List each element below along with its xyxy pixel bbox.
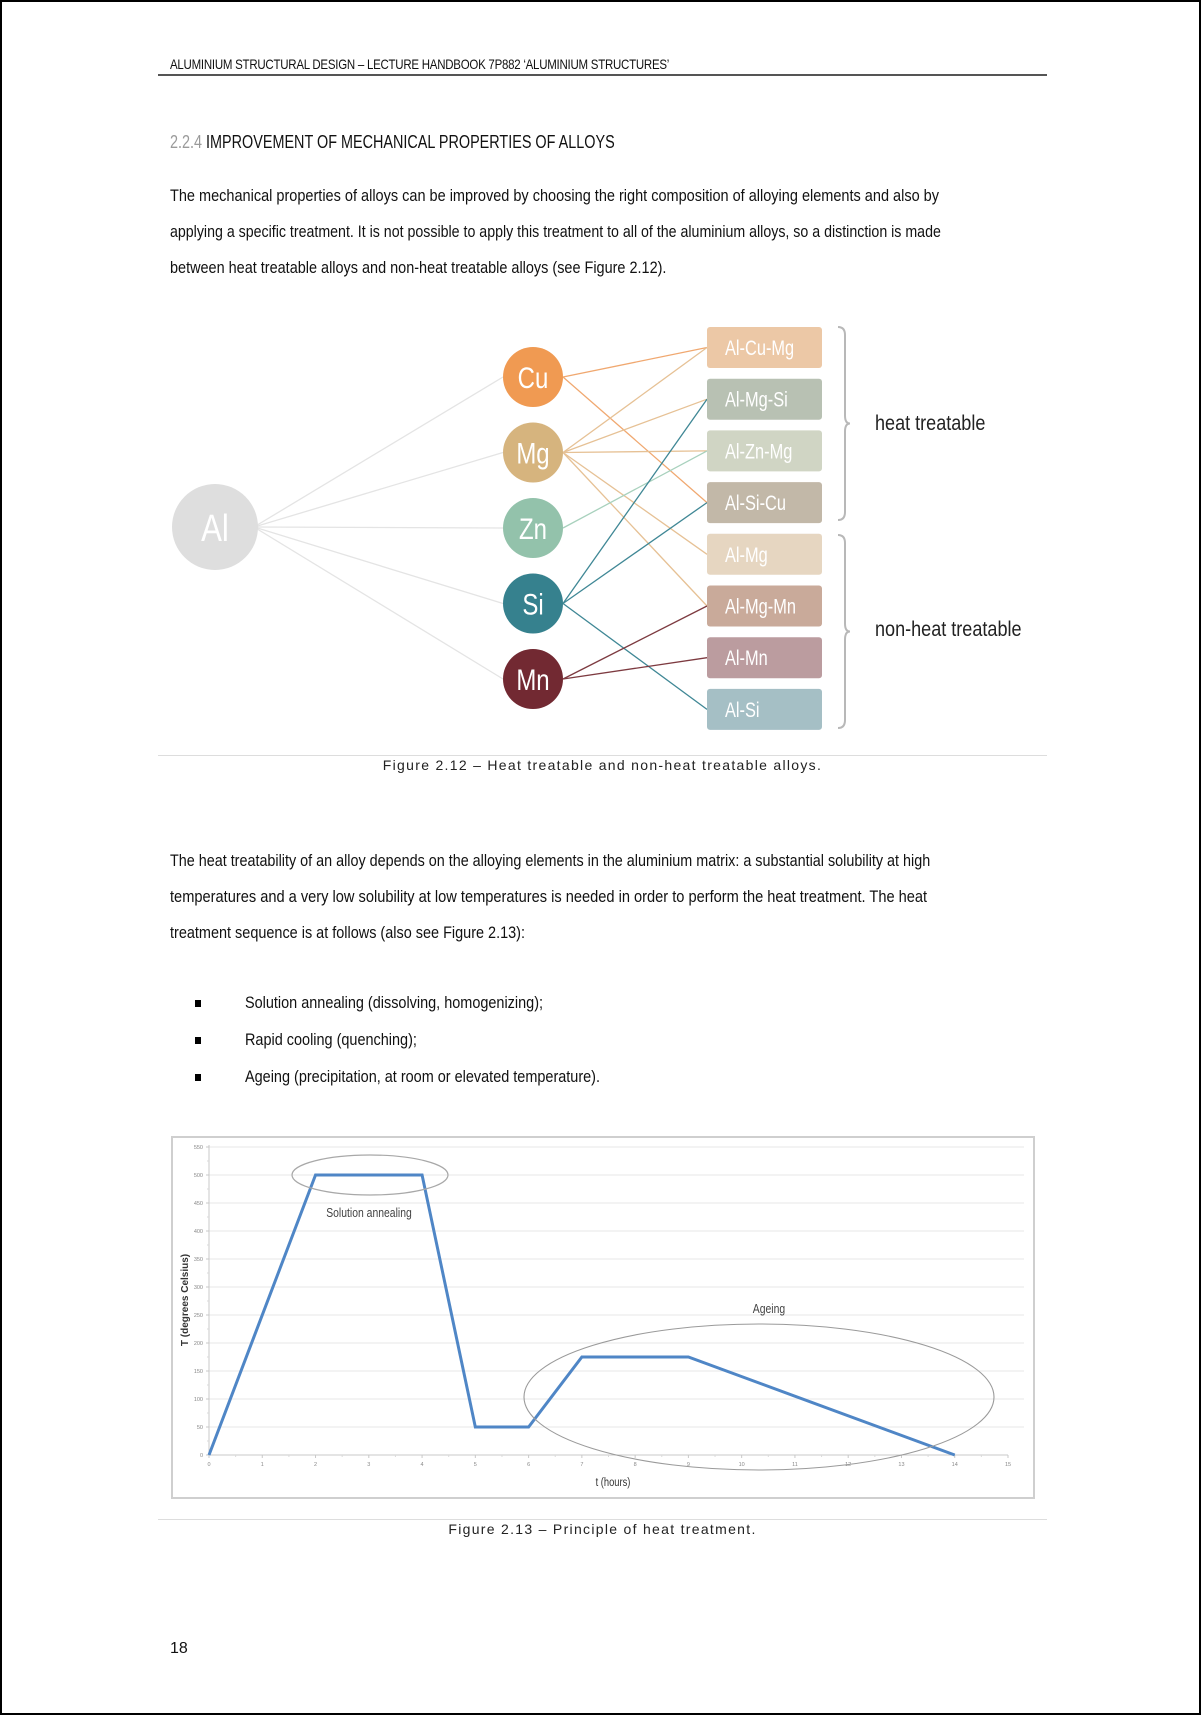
element-label: Mn <box>516 662 550 697</box>
y-tick-label: 450 <box>193 1201 203 1207</box>
x-tick-label: 6 <box>527 1462 531 1468</box>
x-tick-label: 8 <box>633 1462 637 1468</box>
element-label: Si <box>522 586 544 622</box>
figure-caption: Figure 2.12 – Heat treatable and non-heat treatable alloys. <box>382 757 823 773</box>
figure-caption: Figure 2.13 – Principle of heat treatment. <box>448 1521 757 1537</box>
x-tick-label: 10 <box>738 1462 745 1468</box>
y-tick-label: 500 <box>193 1173 203 1179</box>
y-tick-label: 550 <box>193 1145 203 1151</box>
y-tick-label: 50 <box>196 1425 203 1431</box>
alloy-label: Al-Mg <box>725 542 768 567</box>
paragraph-line: between heat treatable alloys and non-heat treatable alloys (see Figure 2.12). <box>170 258 667 277</box>
y-tick-label: 250 <box>193 1313 203 1319</box>
chart-frame <box>172 1137 1034 1498</box>
base-element-label: Al <box>201 508 229 550</box>
alloy-label: Al-Si <box>725 697 760 722</box>
x-tick-label: 4 <box>420 1462 424 1468</box>
y-axis-label: T (degrees Celsius) <box>180 1253 191 1347</box>
bullet-item: Ageing (precipitation, at room or elevated temperature). <box>245 1067 601 1086</box>
bullet-item: Solution annealing (dissolving, homogenizing); <box>245 993 544 1012</box>
element-label: Cu <box>517 360 549 395</box>
x-tick-label: 11 <box>792 1462 798 1468</box>
x-tick-label: 12 <box>845 1462 852 1468</box>
alloy-label: Al-Zn-Mg <box>725 439 793 463</box>
x-tick-label: 1 <box>260 1462 264 1468</box>
paragraph-line: temperatures and a very low solubility at low temperatures is needed in order to perform the heat treatment. The heat <box>170 887 928 906</box>
x-axis-label: t (hours) <box>595 1475 631 1490</box>
heat-treatment-chart <box>2 2 1199 1522</box>
paragraph-line: The heat treatability of an alloy depends on the alloying elements in the aluminium matrix: a substantial solubility at high <box>170 851 931 870</box>
alloy-label: Al-Si-Cu <box>725 491 786 515</box>
group-label-heat-treatable: heat treatable <box>875 411 986 436</box>
x-tick-label: 15 <box>1004 1462 1012 1468</box>
alloy-label: Al-Cu-Mg <box>725 336 795 360</box>
x-tick-label: 0 <box>207 1462 211 1468</box>
y-tick-label: 150 <box>193 1369 203 1375</box>
caption-rule <box>158 1519 1047 1520</box>
bullet-item: Rapid cooling (quenching); <box>245 1030 417 1049</box>
y-tick-label: 100 <box>193 1397 203 1403</box>
alloy-label: Al-Mg-Si <box>725 387 788 412</box>
section-title: IMPROVEMENT OF MECHANICAL PROPERTIES OF ALLOYS <box>206 132 615 152</box>
paragraph-line: treatment sequence is at follows (also see Figure 2.13): <box>170 923 526 942</box>
x-tick-label: 2 <box>314 1462 318 1468</box>
alloy-label: Al-Mg-Mn <box>725 594 796 618</box>
x-tick-label: 3 <box>367 1462 371 1468</box>
page-number: 18 <box>170 1640 188 1657</box>
x-tick-label: 14 <box>951 1462 958 1468</box>
alloy-label: Al-Mn <box>725 646 768 670</box>
y-tick-label: 300 <box>193 1285 203 1291</box>
y-tick-label: 400 <box>193 1229 203 1235</box>
running-header: ALUMINIUM STRUCTURAL DESIGN – LECTURE HANDBOOK 7P882 ‘ALUMINIUM STRUCTURES’ <box>170 56 670 72</box>
element-label: Zn <box>518 511 548 546</box>
y-tick-label: 0 <box>199 1453 203 1459</box>
y-tick-label: 200 <box>193 1341 203 1347</box>
ageing-label: Ageing <box>752 1301 786 1317</box>
paragraph-line: applying a specific treatment. It is not possible to apply this treatment to all of the aluminium alloys, so a distinction is made <box>170 222 941 241</box>
x-tick-label: 13 <box>898 1462 905 1468</box>
group-label-non-heat-treatable: non-heat treatable <box>875 617 1022 642</box>
solution-annealing-label: Solution annealing <box>326 1205 412 1221</box>
x-tick-label: 7 <box>580 1462 584 1468</box>
section-number: 2.2.4 <box>170 132 203 152</box>
x-tick-label: 9 <box>686 1462 690 1468</box>
element-label: Mg <box>516 435 550 471</box>
paragraph-line: The mechanical properties of alloys can be improved by choosing the right composition of alloying elements and also by <box>170 186 939 205</box>
y-tick-label: 350 <box>193 1257 203 1263</box>
x-tick-label: 5 <box>473 1462 477 1468</box>
